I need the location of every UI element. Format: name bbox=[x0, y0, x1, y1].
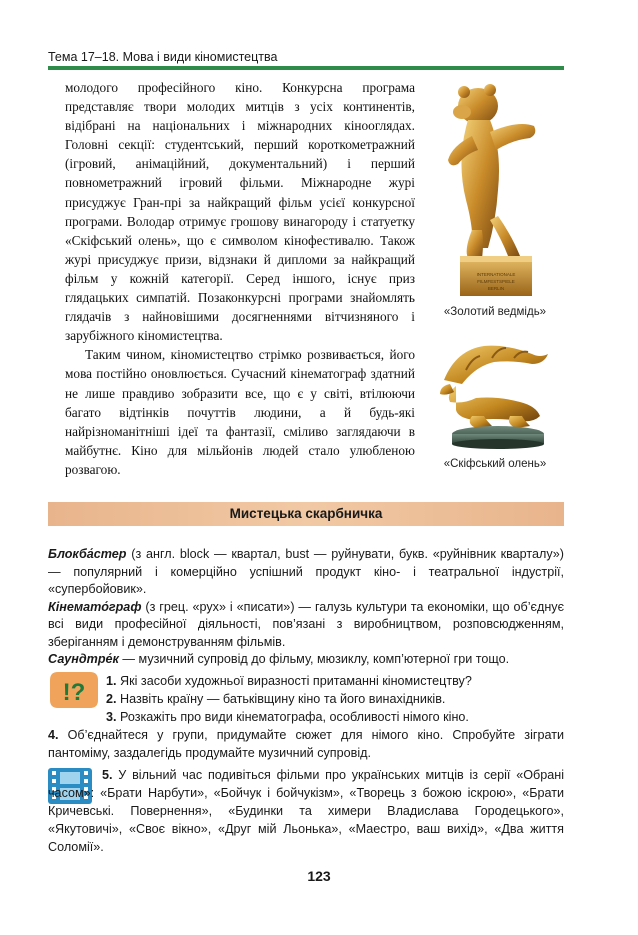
svg-text:FILMFESTSPIELE: FILMFESTSPIELE bbox=[477, 279, 515, 284]
page-number: 123 bbox=[307, 868, 331, 884]
paragraph-conclusion: Таким чином, кіномистецтво стрімко розвивається, його мова постійно оновлюється. Сучасний кінематограф здатний не лише правдиво зобразити все, що є у світі, втілюючи багато відтінків почуттів людини, а й будь-які найрізноманітніші ідеї та фантазії, сміливо заглядаючи в майбутнє. Кіно для мільйонів людей стало улюбленою розвагою. bbox=[65, 347, 415, 477]
task-item: 2. Назвіть країну — батьківщину кіно та його винахідників. bbox=[106, 692, 446, 706]
treasury-banner bbox=[48, 502, 564, 526]
task-item: 5. У вільний час подивіться фільми про українських митців із серії «Обрані часом»: «Брати Нарбути», «Бойчук і бойчукізм», «Творець з божою іскрою», «Брати Кричевські. Повернення», «Будинки та химери Владислава Городецького», «Якутовичі», «Своє вікно», «Друг мій Льонька», «Маестро, ваш вихід», «Два життя Соломії». bbox=[48, 768, 564, 854]
task-4 bbox=[48, 726, 564, 762]
task-item: 1. Які засоби художньої виразності притаманні кіномистецтву? bbox=[106, 674, 472, 688]
glossary-entry bbox=[48, 599, 564, 652]
glossary-term: Блокба́стер bbox=[48, 547, 127, 561]
tasks-1-3 bbox=[106, 672, 564, 726]
main-text bbox=[65, 78, 415, 479]
scythian-deer-photo bbox=[436, 340, 554, 450]
question-icon-glyph: !? bbox=[62, 679, 86, 706]
task-item: 4. Об’єднайтеся у групи, придумайте сюжет для німого кіно. Спробуйте зіграти пантоміму, заздалегідь продумайте музичний супровід. bbox=[48, 728, 564, 760]
glossary bbox=[48, 546, 564, 669]
scythian-deer-image bbox=[436, 340, 554, 450]
glossary-entry bbox=[48, 546, 564, 599]
glossary-definition: (з англ. block — квартал, bust — руйнувати, букв. «руйнівник кварталу») — популярний і комерційно успішний продукт кіно- і театральної індустрії, «супербойовик». bbox=[48, 547, 564, 596]
scythian-deer-caption: «Скіфський олень» bbox=[443, 458, 547, 470]
glossary-definition: — музичний супровід до фільму, мюзиклу, комп’ютерної гри тощо. bbox=[118, 652, 510, 666]
glossary-definition: (з грец. «рух» і «писати») — галузь культури та економіки, що об’єднує всі види професійної діяльності, пов’язані з виробництвом, розповсюдженням, зберіганням і демонструванням фільмів. bbox=[48, 599, 564, 649]
svg-text:INTERNATIONALE: INTERNATIONALE bbox=[476, 272, 516, 277]
golden-bear-caption: «Золотий ведмідь» bbox=[443, 306, 547, 318]
glossary-entry bbox=[48, 651, 564, 669]
chapter-header: Тема 17–18. Мова і види кіномистецтва bbox=[48, 50, 278, 64]
task-5 bbox=[48, 766, 564, 856]
glossary-term: Саундтре́к bbox=[48, 652, 119, 666]
golden-bear-image bbox=[438, 80, 550, 300]
header-rule bbox=[48, 66, 564, 70]
svg-text:BERLIN: BERLIN bbox=[487, 286, 505, 291]
question-icon bbox=[48, 670, 100, 710]
task-item: 3. Розкажіть про види кінематографа, особливості німого кіно. bbox=[106, 710, 469, 724]
golden-bear-photo bbox=[438, 80, 550, 300]
treasury-title: Мистецька скарбничка bbox=[229, 506, 383, 521]
paragraph-festival: молодого професійного кіно. Конкурсна програма представляє твори молодих митців з усіх континентів, відібрані на національних і міжнародних кінооглядах. Головні секції: студентський, перший короткометражний (ігровий, анімаційний, документальний) і перший повнометражний ігровий фільми. Міжнародне журі присуджує Гран-прі за найкращий фільм усієї конкурсної програми. Володар отримує грошову винагороду і статуетку «Скіфський олень», що є символом кінофестивалю. Також журі присуджує призи, відзнаки й дипломи за найкращий фільм у кожній категорії. Серед іншого, існує приз глядацьких симпатій. Позаконкурсні програми знайомлять глядачів з найновішими досягненнями вітчизняного і зарубіжного кіномистецтва. bbox=[65, 80, 415, 344]
glossary-term: Кінемато́граф bbox=[48, 599, 142, 614]
